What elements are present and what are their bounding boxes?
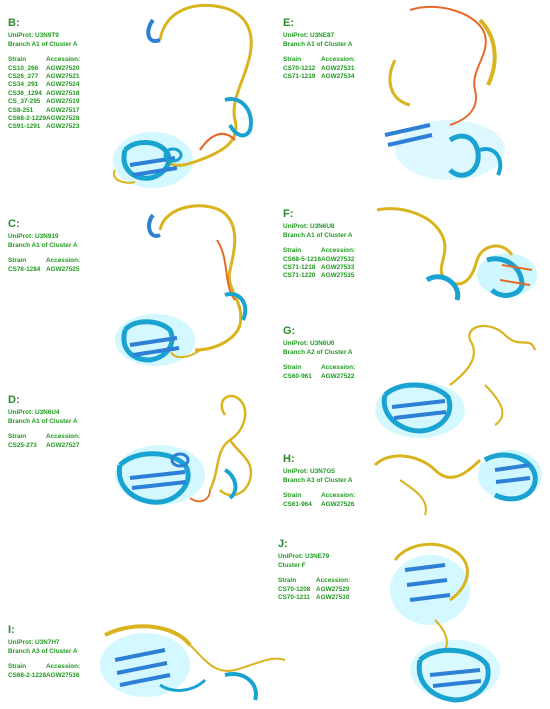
table-row	[283, 65, 355, 73]
panel-letter: F:	[283, 208, 294, 220]
strain-cell: CS71-1219	[283, 73, 316, 80]
accession-header: Accession:	[321, 364, 356, 372]
strain-header: Strain	[283, 492, 302, 500]
uniprot-id: UniProt: U3N6U4	[8, 409, 60, 416]
panel-h-label	[283, 453, 355, 509]
accession-cell: AGW27524	[46, 81, 80, 89]
panel-letter: J:	[278, 538, 288, 550]
branch-label: Branch A2 of Cluster A	[283, 348, 353, 356]
strain-cell: CS8-251	[8, 106, 34, 114]
strain-cell: CS36_1294	[8, 89, 42, 97]
panel-j-label	[278, 538, 350, 602]
structure-f-image	[372, 200, 547, 310]
strain-cell: CS71-1218	[283, 264, 316, 271]
branch-label: Branch A1 of Cluster A	[8, 40, 78, 48]
table-row	[8, 107, 80, 115]
accession-cell: AGW27529	[316, 585, 350, 593]
strain-cell: CS_37-295	[8, 98, 41, 106]
accession-header: Accession:	[321, 56, 356, 64]
branch-label: Cluster F	[278, 561, 306, 569]
strain-cell: CS34_291	[8, 81, 39, 89]
accession-cell: AGW27522	[321, 372, 355, 380]
table-row	[283, 73, 355, 81]
uniprot-id: UniProt: U3N7G5	[283, 468, 335, 475]
accession-cell: AGW27536	[46, 671, 80, 679]
panel-g-label	[283, 325, 355, 381]
accession-cell: AGW27532	[321, 255, 355, 263]
uniprot-id: UniProt: U3N6U8	[283, 223, 335, 230]
table-row	[8, 123, 80, 131]
accession-cell: AGW27535	[321, 272, 355, 280]
strain-header: Strain	[8, 257, 27, 265]
spacer	[8, 250, 80, 257]
table-row	[8, 73, 80, 81]
table-header	[283, 492, 355, 500]
structure-j-image	[375, 530, 515, 709]
accession-cell: AGW27530	[316, 594, 350, 601]
accession-cell: AGW27519	[46, 98, 80, 106]
spacer	[8, 426, 80, 433]
panel-b-label	[8, 17, 80, 132]
uniprot-id: UniProt: U3NE79	[278, 553, 330, 560]
panel-f-label	[283, 208, 355, 281]
accession-cell: AGW27525	[46, 265, 80, 273]
table-row	[283, 373, 355, 381]
strain-header: Strain	[8, 56, 27, 64]
strain-header: Strain	[283, 364, 302, 372]
table-header	[8, 663, 80, 671]
accession-cell: AGW27517	[46, 106, 80, 114]
strain-header: Strain	[8, 433, 27, 441]
spacer	[283, 49, 355, 56]
table-row	[278, 586, 350, 594]
strain-cell: CS70-1212	[283, 64, 316, 72]
table-row	[283, 272, 355, 280]
accession-cell: AGW27527	[46, 441, 80, 449]
accession-cell: AGW27533	[321, 264, 355, 271]
strain-cell: CS76-1284	[8, 265, 41, 273]
structure-d-image	[100, 380, 270, 530]
strain-cell: CS70-1211	[278, 594, 310, 601]
spacer	[283, 240, 355, 247]
strain-header: Strain	[278, 577, 297, 585]
table-header	[283, 247, 355, 255]
table-row	[8, 115, 80, 123]
strain-cell: CS68-5-1216	[283, 255, 322, 263]
table-row	[8, 98, 80, 106]
spacer	[8, 49, 80, 56]
accession-cell: AGW27523	[46, 123, 80, 131]
branch-label: Branch A1 of Cluster A	[8, 241, 78, 249]
accession-cell: AGW27520	[46, 64, 80, 72]
accession-cell: AGW27518	[46, 89, 80, 97]
table-row	[278, 594, 350, 602]
panel-letter: D:	[8, 394, 20, 406]
strain-cell: CS61-964	[283, 500, 312, 508]
table-header	[8, 433, 80, 441]
uniprot-id: UniProt: U3NE87	[283, 32, 335, 39]
strain-cell: CS70-1208	[278, 585, 311, 593]
branch-label: Branch A3 of Cluster A	[8, 647, 78, 655]
panel-letter: C:	[8, 218, 20, 230]
accession-header: Accession:	[46, 257, 81, 265]
panel-e-label	[283, 17, 355, 81]
accession-header: Accession:	[316, 577, 351, 585]
panel-letter: E:	[283, 17, 294, 29]
accession-cell: AGW27521	[46, 73, 80, 80]
panel-letter: I:	[8, 624, 15, 636]
accession-header: Accession:	[46, 56, 81, 64]
table-header	[283, 364, 355, 372]
panel-d-label	[8, 394, 80, 450]
table-header	[8, 56, 80, 64]
table-header	[283, 56, 355, 64]
strain-cell: CS25-273	[8, 441, 37, 449]
accession-cell: AGW27528	[46, 115, 80, 123]
panel-i-label	[8, 624, 80, 680]
strain-cell: CS68-2-1228	[8, 671, 47, 679]
strain-cell: CS71-1220	[283, 272, 316, 280]
accession-cell: AGW27526	[321, 500, 355, 508]
spacer	[283, 357, 355, 364]
spacer	[283, 485, 355, 492]
table-row	[283, 501, 355, 509]
table-row	[8, 672, 80, 680]
spacer	[8, 656, 80, 663]
accession-header: Accession:	[46, 663, 81, 671]
uniprot-id: UniProt: U3N919	[8, 233, 59, 240]
strain-cell: CS26_277	[8, 73, 39, 80]
spacer	[278, 570, 350, 577]
branch-label: Branch A3 of Cluster A	[283, 476, 353, 484]
accession-cell: AGW27534	[321, 73, 355, 80]
uniprot-id: UniProt: U3N9T9	[8, 32, 59, 39]
strain-cell: CS60-961	[283, 372, 312, 380]
branch-label: Branch A1 of Cluster A	[283, 231, 353, 239]
table-row	[8, 442, 80, 450]
branch-label: Branch A1 of Cluster A	[283, 40, 353, 48]
accession-header: Accession:	[321, 492, 356, 500]
uniprot-id: UniProt: U3N7H7	[8, 639, 60, 646]
structure-i-image	[95, 615, 295, 709]
structure-e-image	[370, 0, 545, 195]
table-row	[283, 264, 355, 272]
panel-letter: H:	[283, 453, 295, 465]
branch-label: Branch A1 of Cluster A	[8, 417, 78, 425]
accession-cell: AGW27531	[321, 64, 355, 72]
strain-header: Strain	[8, 663, 27, 671]
strain-header: Strain	[283, 56, 302, 64]
panel-letter: G:	[283, 325, 296, 337]
table-row	[8, 90, 80, 98]
table-header	[278, 577, 350, 585]
accession-header: Accession:	[321, 247, 356, 255]
table-row	[283, 256, 355, 264]
structure-b-image	[105, 0, 270, 195]
table-row	[8, 81, 80, 89]
structure-c-image	[105, 200, 270, 375]
strain-cell: CS91-1291	[8, 123, 41, 131]
table-header	[8, 257, 80, 265]
strain-cell: CS68-2-1229	[8, 115, 47, 123]
panel-letter: B:	[8, 17, 20, 29]
table-row	[8, 266, 80, 274]
table-row	[8, 65, 80, 73]
structure-g-image	[370, 315, 545, 440]
strain-cell: CS10_266	[8, 64, 39, 72]
panel-c-label	[8, 218, 80, 274]
structure-h-image	[370, 440, 545, 540]
accession-header: Accession:	[46, 433, 81, 441]
uniprot-id: UniProt: U3N6U0	[283, 340, 335, 347]
strain-header: Strain	[283, 247, 302, 255]
